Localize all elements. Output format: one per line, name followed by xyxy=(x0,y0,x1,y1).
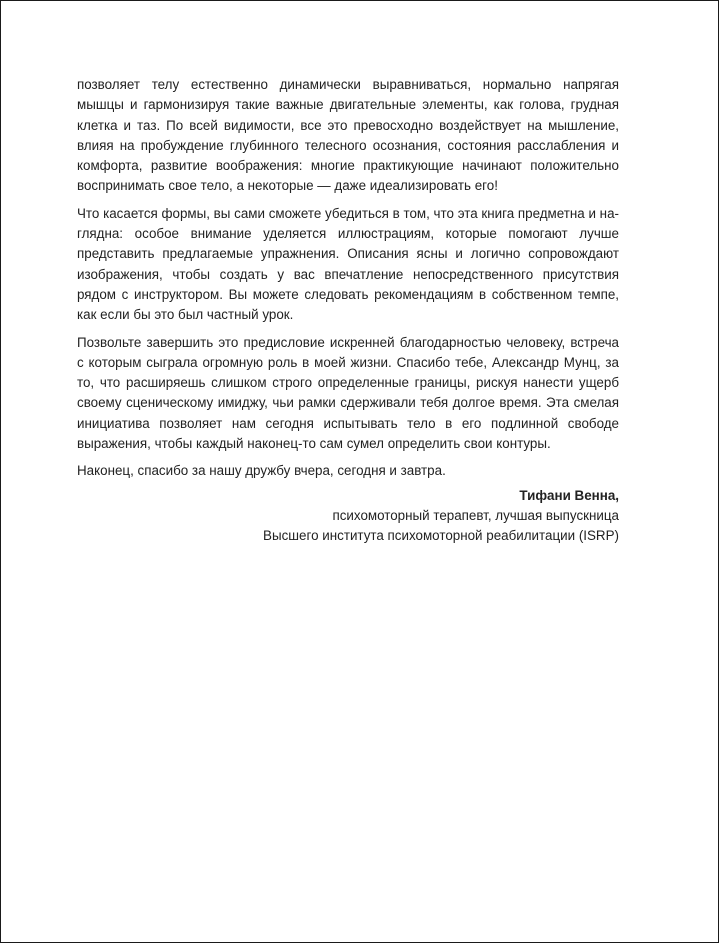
document-body xyxy=(77,75,619,547)
signature-name: Тифани Венна, xyxy=(519,487,619,503)
signature-block xyxy=(77,486,619,547)
signature-title-line-1: психомоторный терапевт, лучшая выпускница xyxy=(332,507,619,523)
signature-title-line-2: Высшего института психомоторной реабилитации (ISRP) xyxy=(263,528,619,544)
paragraph-3: Позвольте завершить это предисловие искренней благодарностью человеку, встреча с которым сыграла огромную роль в моей жизни. Спасибо тебе, Александр Мунц, за то, что расширяешь слишком строго определенные границы, рискуя нанести ущерб своему сценическому имиджу, чьи рамки сдерживали тебя долгое время. Эта смелая инициатива позволяет нам сегодня испытывать тело в его подлинной свободе выражения, чтобы каждый наконец-то сам сумел определить свои контуры. xyxy=(77,334,619,452)
paragraph-1: позволяет телу естественно динамически выравниваться, нормально напрягая мышцы и гармонизируя такие важные двигательные элементы, как голова, грудная клетка и таз. По всей видимости, все это превосходно воздействует на мышление, влияя на пробуждение глубинного телесного осознания, состояния расслабления и комфорта, развитие воображения: многие практикующие начинают положительно воспринимать свое тело, а некоторые — даже идеализировать его! xyxy=(77,77,619,194)
paragraph-2: Что касается формы, вы сами сможете убедиться в том, что эта книга предметна и наглядна: особое внимание уделяется иллюстрациям, которые помогают лучше представить предлагаемые упражнения. Описания ясны и логично сопровождают изображения, чтобы создать у вас впечатление непосредственного присутствия рядом с инструктором. Вы можете следовать рекомендациям в собственном темпе, как если бы это был частный урок. xyxy=(77,205,619,323)
paragraph-4: Наконец, спасибо за нашу дружбу вчера, сегодня и завтра. xyxy=(77,463,446,479)
